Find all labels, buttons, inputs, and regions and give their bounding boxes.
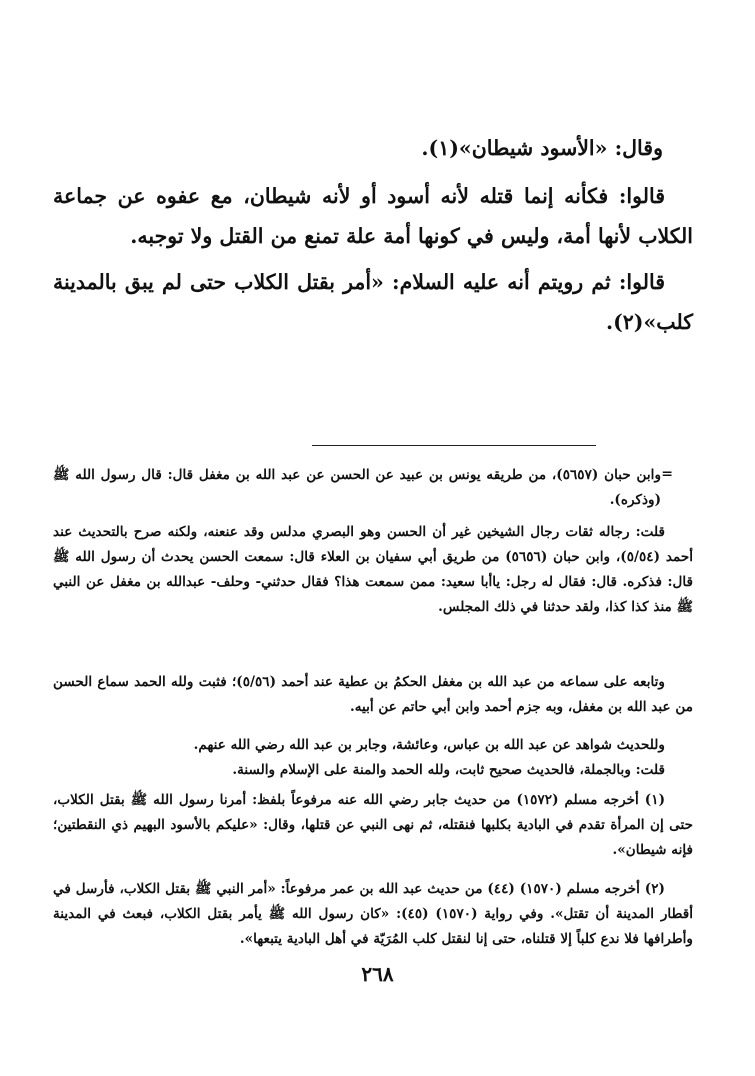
footnote-conclusion: قلت: وبالجملة، فالحديث صحيح ثابت، ولله الحمد والمنة على الإسلام والسنة. [232,762,665,778]
main-paragraph-2: قالوا: فكأنه إنما قتله لأنه أسود أو لأنه شيطان، مع عفوه عن جماعة الكلاب لأنها أمة، وليس في كونها أمة علة تمنع من القتل ولا توجبه. [53,184,693,248]
main-paragraph-3: قالوا: ثم رويتم أنه عليه السلام: «أمر بقتل الكلاب حتى لم يبق بالمدينة كلب»(٢). [53,270,693,334]
footnote-corroboration: وتابعه على سماعه من عبد الله بن مغفل الحكمُ بن عطية عند أحمد (٥/٥٦)؛ فثبت ولله الحمد سماع الحسن من عبد الله بن مغفل، وبه جزم أحمد وابن أبي حاتم عن أبيه. [53,674,693,715]
footnote-separator [312,445,596,446]
footnote-continuation: وابن حبان (٥٦٥٧)، من طريقه يونس بن عبيد عن الحسن عن عبد الله بن مغفل قال: قال رسول الله ﷺ (وذكره). [53,467,662,508]
continuation-marker: = [661,466,673,482]
footnote-2: (٢) أخرجه مسلم (١٥٧٠) (٤٤) من حديث عبد الله بن عمر مرفوعاً: «أمر النبي ﷺ بقتل الكلاب، فأرسل في أقطار المدينة أن تقتل». وفي رواية (١٥٧٠) (٤٥): «كان رسول الله ﷺ يأمر بقتل الكلاب، فبعث في المدينة وأطرافها فلا ندع كلباً إلا قتلناه، حتى إنا لنقتل كلب المُرَيّة في أهل البادية يتبعها». [53,881,693,947]
footnote-commentary: قلت: رجاله ثقات رجال الشيخين غير أن الحسن وهو البصري مدلس وقد عنعنه، ولكنه صرح بالتحديث عند أحمد (٥/٥٤)، وابن حبان (٥٦٥٦) من طريق أبي سفيان بن العلاء قال: سمعت الحسن يحدث أن رسول الله ﷺ قال: فذكره. قال: فقال له رجل: ياأبا سعيد: ممن سمعت هذا؟ فقال حدثني- وحلف- عبدالله بن مغفل عن النبي ﷺ منذ كذا كذا، ولقد حدثنا في ذلك المجلس. [53,524,693,615]
footnote-witnesses: وللحديث شواهد عن عبد الله بن عباس، وعائشة، وجابر بن عبد الله رضي الله عنهم. [193,737,665,753]
page-number: ٢٦٨ [361,962,394,986]
footnote-1: (١) أخرجه مسلم (١٥٧٢) من حديث جابر رضي الله عنه مرفوعاً بلفظ: أمرنا رسول الله ﷺ بقتل الكلاب، حتى إن المرأة تقدم في البادية بكلبها فنقتله، ثم نهى النبي عن قتلها، وقال: «عليكم بالأسود البهيم ذي النقطتين؛ فإنه شيطان». [53,792,693,858]
main-paragraph-1: وقال: «الأسود شيطان»(١). [421,136,663,160]
